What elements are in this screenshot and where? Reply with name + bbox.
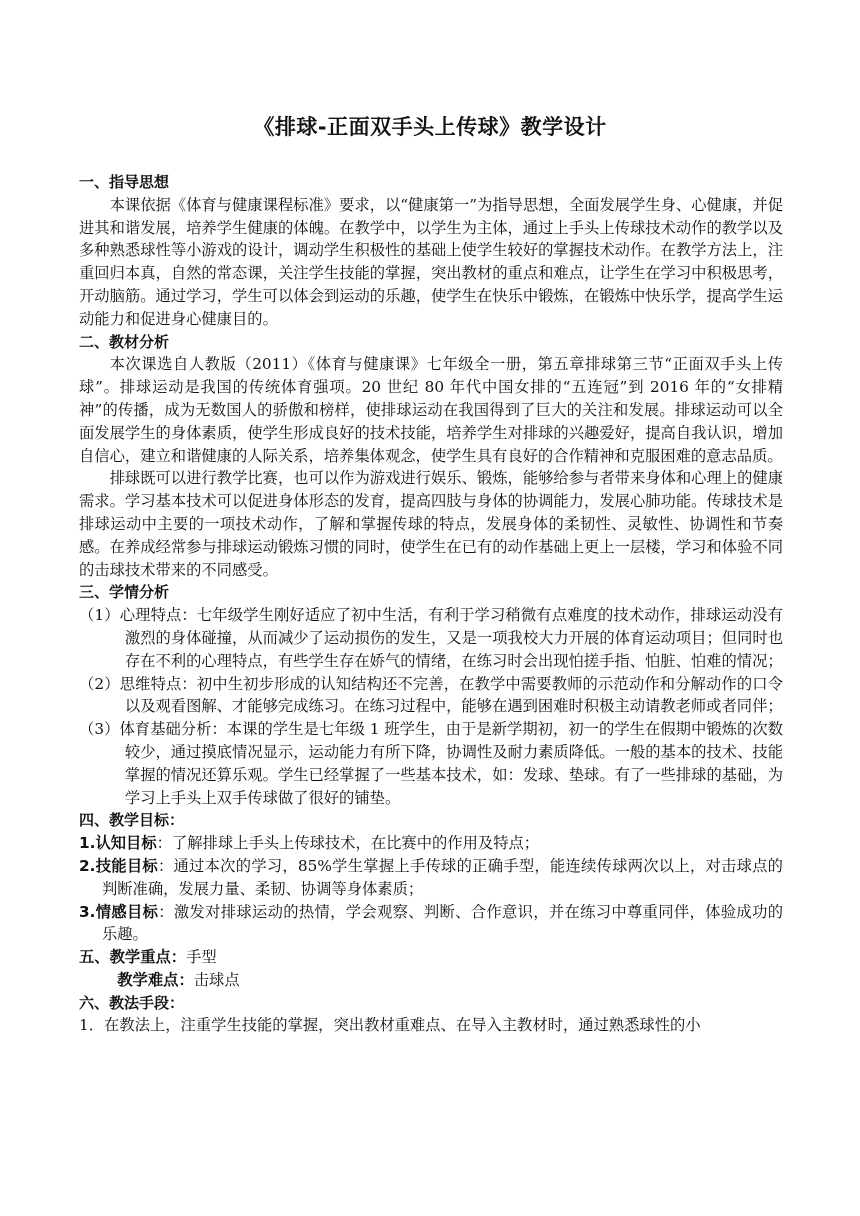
section-heading-student-analysis: 三、学情分析 — [79, 583, 170, 602]
goal-emotion-label: 3.情感目标 — [79, 902, 159, 921]
document-title: 《排球-正面双手头上传球》教学设计 — [253, 115, 607, 139]
material-analysis-paragraph-1: 本次课选自人教版（2011）《体育与健康课》七年级全一册，第五章排球第三节“正面双手头上传球”。排球运动是我国的传统体育强项。20 世纪 80 年代中国女排的“五连冠”到 2016 年的“女排精神”的传播，成为无数国人的骄傲和榜样，使排球运动在我国得到了巨大的关注和发展。排球运动可以全面发展学生的身体素质，使学生形成良好的技术技能，培养学生对排球的兴趣爱好，提高自我认识，增加自信心，建立和谐健康的人际关系，培养集体观念，使学生具有良好的合作精神和克服困难的意志品质。 — [79, 355, 783, 465]
goal-emotion — [79, 901, 783, 947]
difficulty-value: 击球点 — [193, 970, 240, 989]
section-heading-material-analysis: 二、教材分析 — [79, 332, 170, 351]
goal-cognitive-text: ：了解排球上手头上传球技术，在比赛中的作用及特点； — [156, 834, 540, 853]
goal-cognitive — [79, 832, 783, 855]
difficulty-line — [79, 969, 783, 992]
student-analysis-item-foundation: （3）体育基础分析：本课的学生是七年级 1 班学生，由于是新学期初，初一的学生在假期中锻炼的次数较少，通过摸底情况显示，运动能力有所下降，协调性及耐力素质降低。一般的基本的技术、技能掌握的情况还算乐观。学生已经掌握了一些基本技术，如：发球、垫球。有了一些排球的基础，为学习上手头上双手传球做了很好的铺垫。 — [79, 720, 783, 807]
student-analysis-item-thinking: （2）思维特点：初中生初步形成的认知结构还不完善，在教学中需要教师的示范动作和分解动作的口令以及观看图解、才能够完成练习。在练习过程中，能够在遇到困难时积极主动请教老师或者同伴； — [79, 674, 783, 716]
difficulty-label: 教学难点： — [117, 970, 194, 989]
key-point-line — [79, 946, 783, 969]
section-heading-teaching-methods: 六、教法手段： — [79, 993, 185, 1012]
goal-cognitive-label: 1.认知目标 — [79, 834, 157, 853]
goal-skill — [79, 855, 783, 901]
goal-emotion-text: ：激发对排球运动的热情，学会观察、判断、合作意识，并在练习中尊重同伴，体验成功的乐趣。 — [101, 902, 783, 944]
section-heading-guiding-ideology: 一、指导思想 — [79, 173, 170, 191]
key-point-value: 手型 — [186, 948, 217, 967]
goal-skill-text: ：通过本次的学习，85%学生掌握上手传球的正确手型，能连续传球两次以上，对击球点的判断准确，发展力量、柔韧、协调等身体素质； — [101, 856, 783, 898]
goal-skill-label: 2.技能目标 — [79, 856, 158, 875]
section-heading-key-point: 五、教学重点： — [79, 948, 187, 967]
document-body — [79, 171, 783, 1037]
material-analysis-paragraph-2: 排球既可以进行教学比赛，也可以作为游戏进行娱乐、锻炼，能够给参与者带来身体和心理上的健康需求。学习基本技术可以促进身体形态的发育，提高四肢与身体的协调能力，发展心肺功能。传球技术是排球运动中主要的一项技术动作，了解和掌握传球的特点，发展身体的柔韧性、灵敏性、协调性和节奏感。在养成经常参与排球运动锻炼习惯的同时，使学生在已有的动作基础上更上一层楼，学习和体验不同的击球技术带来的不同感受。 — [79, 469, 783, 579]
guiding-ideology-paragraph: 本课依据《体育与健康课程标准》要求，以“健康第一”为指导思想，全面发展学生身、心健康，并促进其和谐发展，培养学生健康的体魄。在教学中，以学生为主体，通过上手头上传球技术动作的教学以及多种熟悉球性等小游戏的设计，调动学生积极性的基础上使学生较好的掌握技术动作。在教学方法上，注重回归本真，自然的常态课，关注学生技能的掌握，突出教材的重点和难点，让学生在学习中积极思考，开动脑筋。通过学习，学生可以体会到运动的乐趣，使学生在快乐中锻炼，在锻炼中快乐学，提高学生运动能力和促进身心健康目的。 — [79, 195, 784, 328]
section-heading-teaching-goals: 四、教学目标： — [79, 811, 185, 830]
student-analysis-item-psychology: （1）心理特点：七年级学生刚好适应了初中生活，有利于学习稍微有点难度的技术动作，排球运动没有激烈的身体碰撞，从而减少了运动损伤的发生，又是一项我校大力开展的体育运动项目；但同时也存在不利的心理特点，有些学生存在娇气的情绪，在练习时会出现怕搓手指、怕脏、怕难的情况； — [79, 606, 783, 670]
teaching-methods-item-1: 1．在教法上，注重学生技能的掌握，突出教材重难点、在导入主教材时，通过熟悉球性的小 — [79, 1016, 701, 1035]
